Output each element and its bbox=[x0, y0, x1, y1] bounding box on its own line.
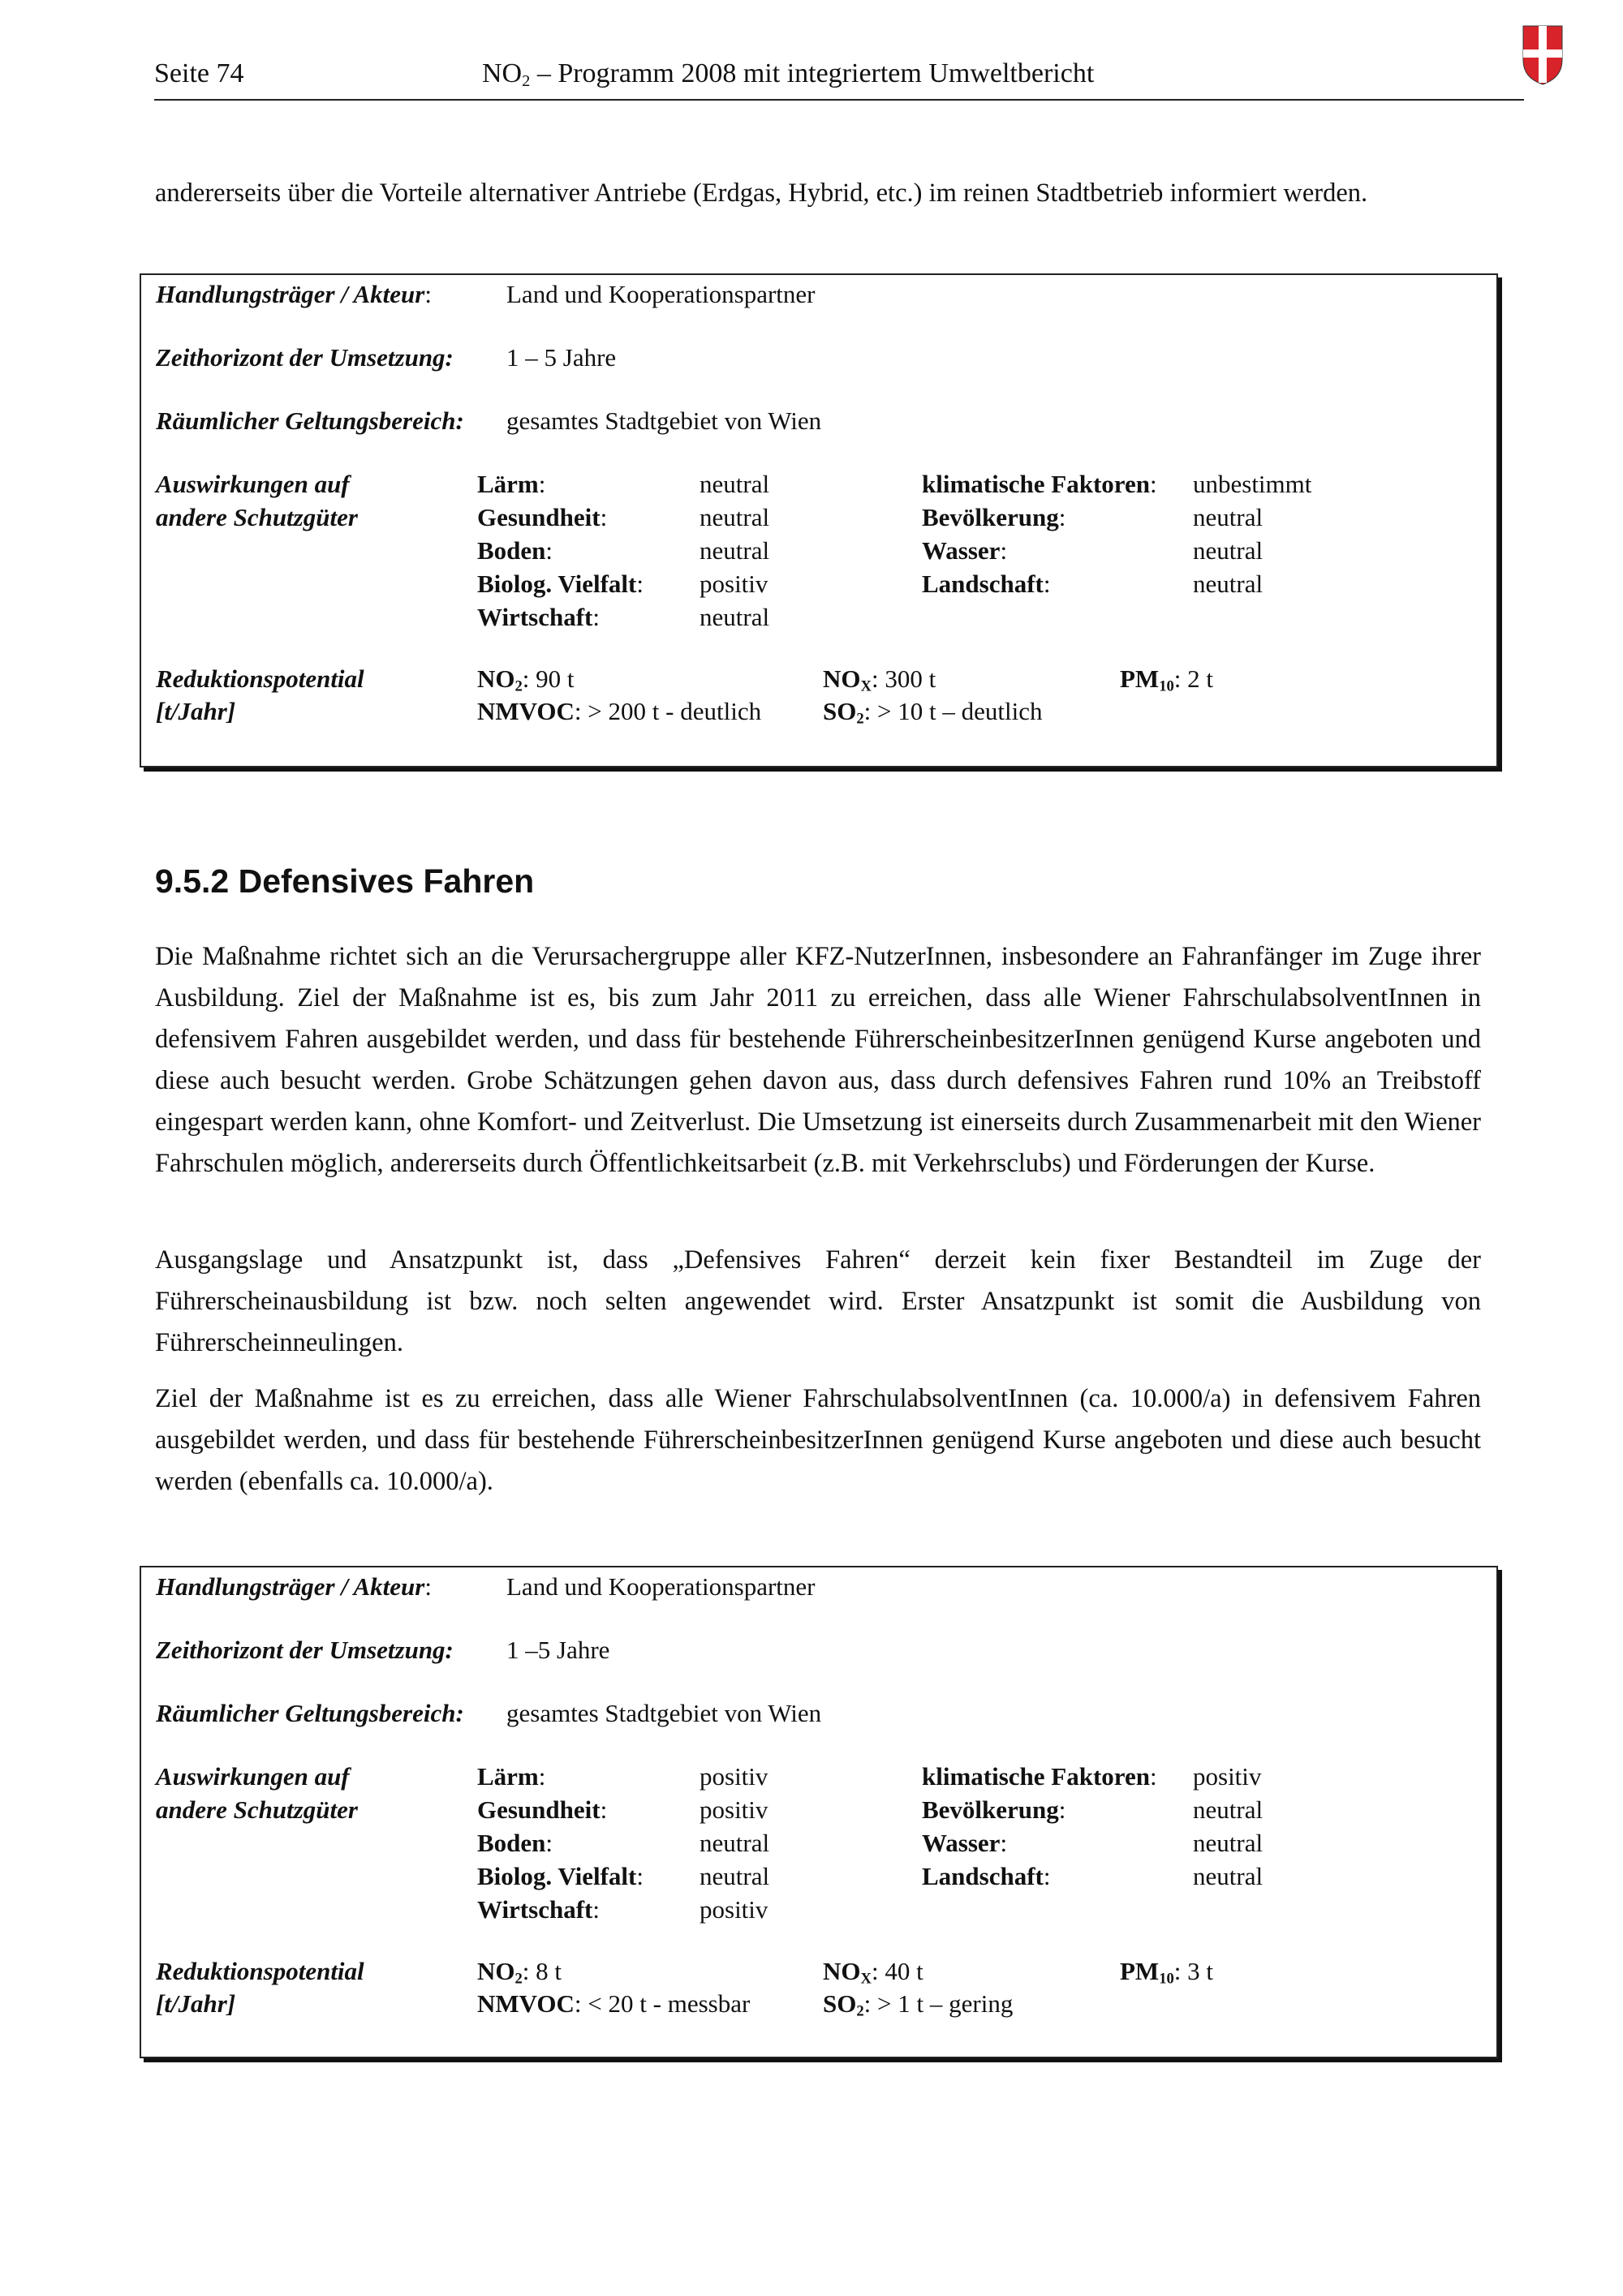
geltungsbereich-label: Räumlicher Geltungsbereich: bbox=[156, 1699, 464, 1727]
nox-reduction: $NO_X$: 40 t bbox=[823, 1957, 923, 1988]
akteur-label: Handlungsträger / Akteur: bbox=[156, 1572, 432, 1601]
page-header bbox=[154, 58, 1524, 101]
akteur-value: Land und Kooperationspartner bbox=[506, 280, 816, 308]
geltungsbereich-value: gesamtes Stadtgebiet von Wien bbox=[506, 1699, 822, 1727]
landschaft-value: neutral bbox=[1193, 570, 1264, 598]
measure-summary-box-1 bbox=[140, 273, 1498, 767]
wasser-label: Wasser: bbox=[922, 536, 1008, 565]
so2-reduction: $SO_2$: > 10 t – deutlich bbox=[823, 697, 1043, 728]
bevoelkerung-value: neutral bbox=[1193, 1795, 1264, 1824]
page-number: Seite 74 bbox=[154, 58, 244, 88]
zeithorizont-value: 1 – 5 Jahre bbox=[506, 343, 617, 372]
wirtschaft-value: positiv bbox=[700, 1895, 768, 1924]
gesundheit-label: Gesundheit: bbox=[477, 503, 608, 531]
nmvoc-reduction: NMVOC: < 20 t - messbar bbox=[477, 1989, 751, 2018]
wirtschaft-label: Wirtschaft: bbox=[477, 603, 600, 631]
klimatisch-value: unbestimmt bbox=[1193, 470, 1312, 498]
boden-value: neutral bbox=[700, 1829, 770, 1857]
boden-label: Boden: bbox=[477, 1829, 553, 1857]
gesundheit-value: neutral bbox=[700, 503, 770, 531]
landschaft-label: Landschaft: bbox=[922, 1862, 1051, 1890]
klimatisch-value: positiv bbox=[1193, 1762, 1262, 1791]
wasser-value: neutral bbox=[1193, 536, 1264, 565]
laerm-value: neutral bbox=[700, 470, 770, 498]
bevoelkerung-label: Bevölkerung: bbox=[922, 503, 1066, 531]
biolog-value: neutral bbox=[700, 1862, 770, 1890]
intro-paragraph: andererseits über die Vorteile alternativer Antriebe (Erdgas, Hybrid, etc.) im reinen Stadtbetrieb informiert werden. bbox=[155, 178, 1368, 208]
auswirkungen-label-line1: Auswirkungen auf bbox=[156, 470, 350, 498]
auswirkungen-label-line2: andere Schutzgüter bbox=[156, 503, 358, 531]
section-heading: 9.5.2 Defensives Fahren bbox=[155, 862, 535, 900]
landschaft-value: neutral bbox=[1193, 1862, 1264, 1890]
wasser-value: neutral bbox=[1193, 1829, 1264, 1857]
so2-reduction: $SO_2$: > 1 t – gering bbox=[823, 1989, 1014, 2020]
geltungsbereich-label: Räumlicher Geltungsbereich: bbox=[156, 406, 464, 435]
klimatisch-label: klimatische Faktoren: bbox=[922, 470, 1157, 498]
landschaft-label: Landschaft: bbox=[922, 570, 1051, 598]
vienna-coat-of-arms-icon bbox=[1522, 24, 1564, 86]
biolog-label: Biolog. Vielfalt: bbox=[477, 570, 644, 598]
boden-value: neutral bbox=[700, 536, 770, 565]
reduktion-label-line1: Reduktionspotential bbox=[156, 1957, 364, 1985]
biolog-label: Biolog. Vielfalt: bbox=[477, 1862, 644, 1890]
body-paragraph-2: Ausgangslage und Ansatzpunkt ist, dass „Defensives Fahren“ derzeit kein fixer Bestandteil im Zuge der Führerscheinausbildung ist bzw. noch selten angewendet wird. Erster Ansatzpunkt ist somit die Ausbildung von Führerscheinneulingen. bbox=[155, 1245, 1481, 1357]
zeithorizont-label: Zeithorizont der Umsetzung: bbox=[156, 1636, 454, 1664]
bevoelkerung-value: neutral bbox=[1193, 503, 1264, 531]
wasser-label: Wasser: bbox=[922, 1829, 1008, 1857]
biolog-value: positiv bbox=[700, 570, 768, 598]
klimatisch-label: klimatische Faktoren: bbox=[922, 1762, 1157, 1791]
no2-reduction: $NO_2$: 8 t bbox=[477, 1957, 562, 1988]
no2-reduction: $NO_2$: 90 t bbox=[477, 664, 575, 695]
pm10-reduction: $PM_{10}$: 2 t bbox=[1120, 664, 1214, 695]
laerm-label: Lärm: bbox=[477, 1762, 546, 1791]
zeithorizont-label: Zeithorizont der Umsetzung: bbox=[156, 343, 454, 372]
akteur-label: Handlungsträger / Akteur: bbox=[156, 280, 432, 308]
reduktion-label-line2: [t/Jahr] bbox=[156, 697, 236, 725]
geltungsbereich-value: gesamtes Stadtgebiet von Wien bbox=[506, 406, 822, 435]
wirtschaft-value: neutral bbox=[700, 603, 770, 631]
body-paragraph-3: Ziel der Maßnahme ist es zu erreichen, dass alle Wiener FahrschulabsolventInnen (ca. 10.000/a) in defensivem Fahren ausgebildet werden, und dass für bestehende FührerscheinbesitzerInnen genügend Kurse angeboten und diese auch besucht werden (ebenfalls ca. 10.000/a). bbox=[155, 1384, 1481, 1496]
nox-reduction: $NO_X$: 300 t bbox=[823, 664, 936, 695]
document-title: $NO_2$ – Programm 2008 mit integriertem Umweltbericht bbox=[482, 58, 1095, 91]
wirtschaft-label: Wirtschaft: bbox=[477, 1895, 600, 1924]
boden-label: Boden: bbox=[477, 536, 553, 565]
nmvoc-reduction: NMVOC: > 200 t - deutlich bbox=[477, 697, 762, 725]
reduktion-label-line1: Reduktionspotential bbox=[156, 664, 364, 693]
reduktion-label-line2: [t/Jahr] bbox=[156, 1989, 236, 2018]
bevoelkerung-label: Bevölkerung: bbox=[922, 1795, 1066, 1824]
gesundheit-value: positiv bbox=[700, 1795, 768, 1824]
pm10-reduction: $PM_{10}$: 3 t bbox=[1120, 1957, 1214, 1988]
zeithorizont-value: 1 –5 Jahre bbox=[506, 1636, 610, 1664]
gesundheit-label: Gesundheit: bbox=[477, 1795, 608, 1824]
body-paragraph-1: Die Maßnahme richtet sich an die Verursachergruppe aller KFZ-NutzerInnen, insbesondere an Fahranfänger im Zuge ihrer Ausbildung. Ziel der Maßnahme ist es, bis zum Jahr 2011 zu erreichen, dass alle Wiener FahrschulabsolventInnen in defensivem Fahren ausgebildet werden, und dass für bestehende FührerscheinbesitzerInnen genügend Kurse angeboten und diese auch besucht werden. Grobe Schätzungen gehen davon aus, dass durch defensives Fahren rund 10% an Treibstoff eingespart werden kann, ohne Komfort- und Zeitverlust. Die Umsetzung ist einerseits durch Zusammenarbeit mit den Wiener Fahrschulen möglich, andererseits durch Öffentlichkeitsarbeit (z.B. mit Verkehrsclubs) und Förderungen der Kurse. bbox=[155, 942, 1481, 1178]
akteur-value: Land und Kooperationspartner bbox=[506, 1572, 816, 1601]
measure-summary-box-2 bbox=[140, 1566, 1498, 2058]
auswirkungen-label-line2: andere Schutzgüter bbox=[156, 1795, 358, 1824]
laerm-value: positiv bbox=[700, 1762, 768, 1791]
laerm-label: Lärm: bbox=[477, 470, 546, 498]
auswirkungen-label-line1: Auswirkungen auf bbox=[156, 1762, 350, 1791]
